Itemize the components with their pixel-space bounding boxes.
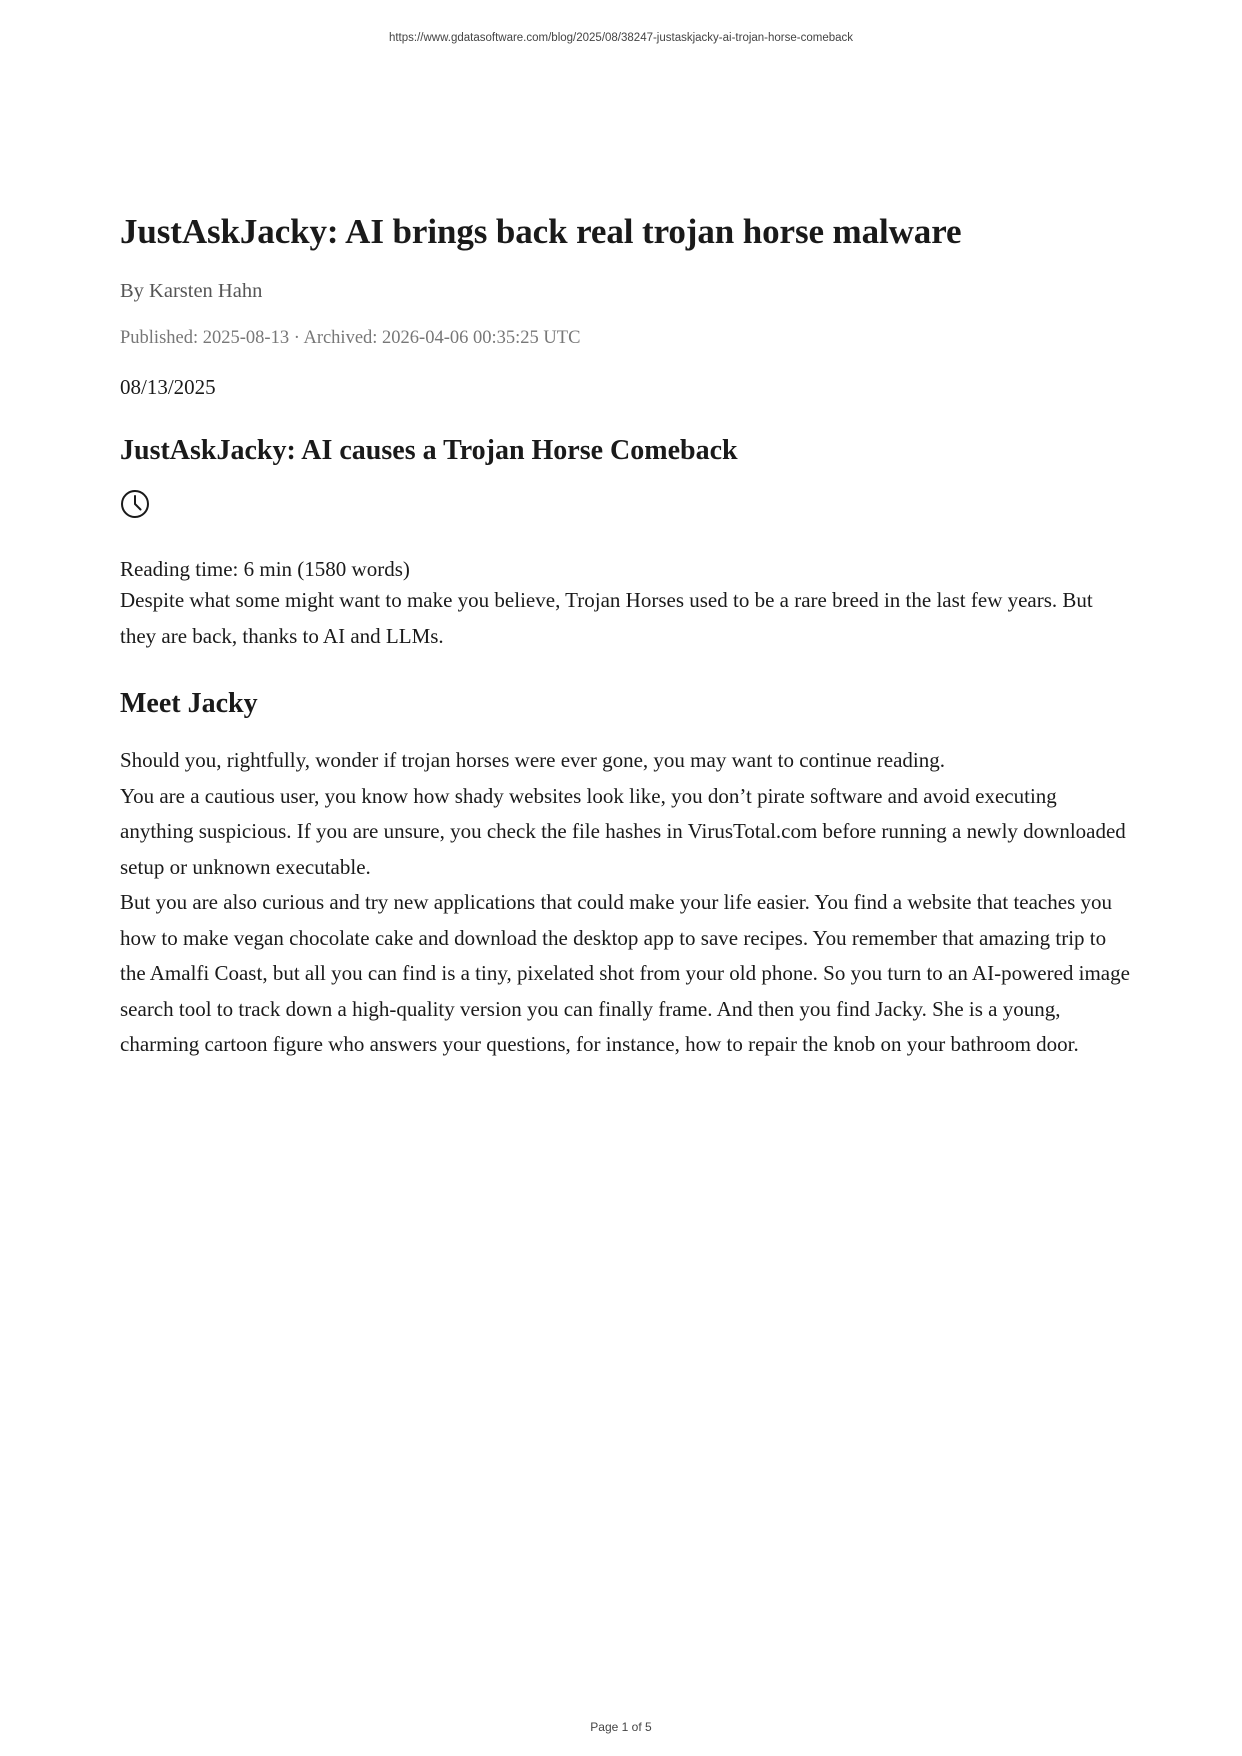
section-paragraph-1-line-2: You are a cautious user, you know how shady websites look like, you don’t pirate software and avoid executing anything suspicious. If you are unsure, you check the file hashes in VirusTotal.com before running a newly downloaded setup or unknown executable. <box>120 783 1126 879</box>
intro-paragraph: Despite what some might want to make you believe, Trojan Horses used to be a rare breed in the last few years. But they are back, thanks to AI and LLMs. <box>120 588 1093 648</box>
article-title: JustAskJacky: AI brings back real trojan horse malware <box>120 212 962 251</box>
section-paragraph-1-line-1: Should you, rightfully, wonder if trojan horses were ever gone, you may want to continue reading. <box>120 748 946 772</box>
reading-time: Reading time: 6 min (1580 words) <box>120 557 410 581</box>
page-url-header: https://www.gdatasoftware.com/blog/2025/08/38247-justaskjacky-ai-trojan-horse-comeback <box>388 32 854 44</box>
section-paragraph-2: But you are also curious and try new applications that could make your life easier. You find a website that teaches you how to make vegan chocolate cake and download the desktop app to save recipes. You remember that amazing trip to the Amalfi Coast, but all you can find is a tiny, pixelated shot from your old phone. So you turn to an AI-powered image search tool to track down a high-quality version you can finally frame. And then you find Jacky. She is a young, charming cartoon figure who answers your questions, for instance, how to repair the knob on your bathroom door. <box>120 890 1130 1056</box>
section-paragraph-1 <box>120 743 1130 885</box>
article-subtitle: JustAskJacky: AI causes a Trojan Horse Comeback <box>120 435 738 466</box>
article-meta: Published: 2025-08-13 · Archived: 2026-04-06 00:35:25 UTC <box>120 328 581 348</box>
article <box>120 210 1130 1063</box>
article-byline: By Karsten Hahn <box>120 280 263 302</box>
clock-icon-wrapper <box>120 489 1130 519</box>
section-heading: Meet Jacky <box>120 688 258 719</box>
article-date: 08/13/2025 <box>120 375 216 399</box>
clock-icon <box>120 489 150 519</box>
page-number: Page 1 of 5 <box>590 1720 652 1734</box>
